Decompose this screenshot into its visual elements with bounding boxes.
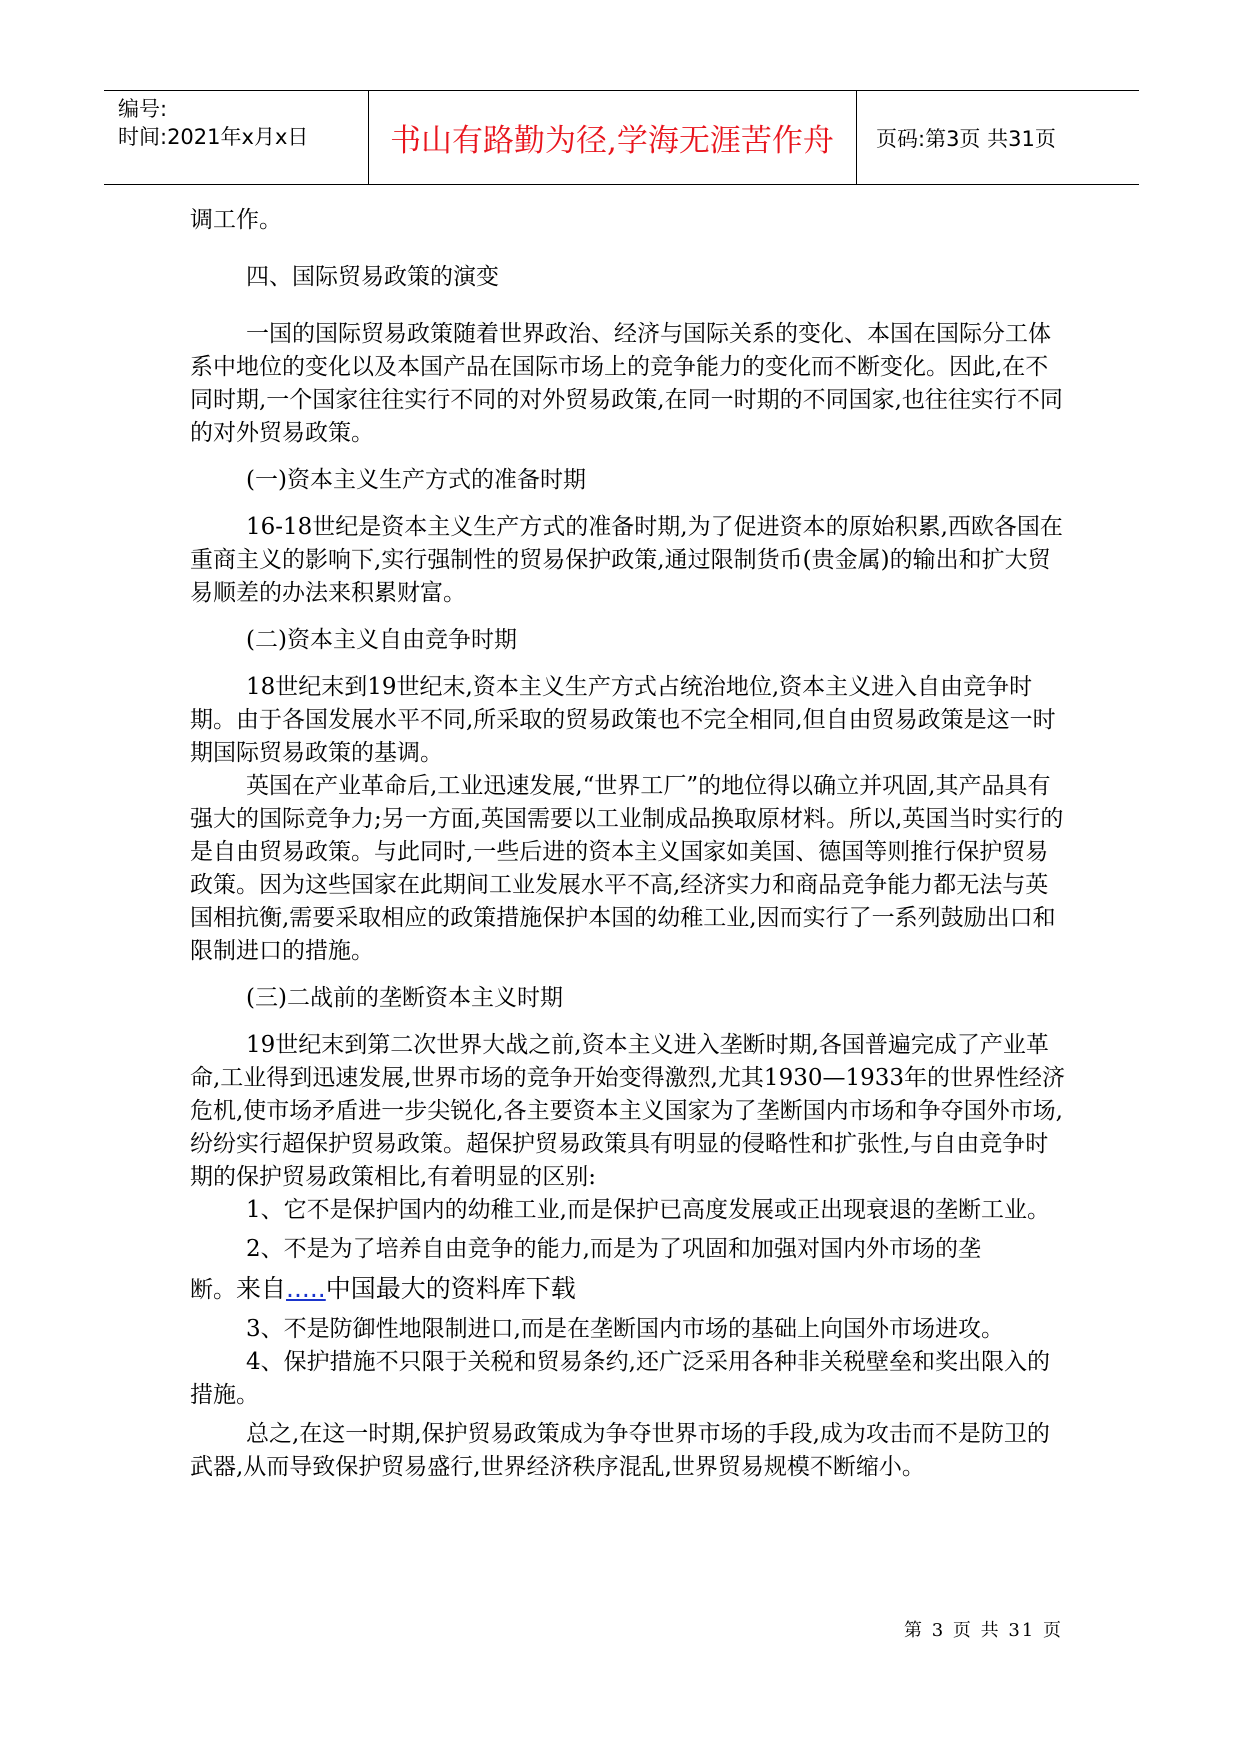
paragraph-intro: 一国的国际贸易政策随着世界政治、经济与国际关系的变化、本国在国际分工体系中地位的变化以及本国产品在国际市场上的竞争能力的变化而不断变化。因此,在不同时期,一个国家往往实行不同的对外贸易政策,在同一时期的不同国家,也往往实行不同的对外贸易政策。 — [190, 321, 1063, 446]
list-item-2-tail: 断。 — [190, 1277, 236, 1303]
paragraph-preparation-period: 16-18世纪是资本主义生产方式的准备时期,为了促进资本的原始积累,西欧各国在重商主义的影响下,实行强制性的贸易保护政策,通过限制货币(贵金属)的输出和扩大贸易顺差的办法来积累财富。 — [190, 514, 1063, 606]
doc-code-label: 编号: — [118, 97, 168, 121]
header-meta — [118, 95, 368, 151]
paragraph-summary: 总之,在这一时期,保护贸易政策成为争夺世界市场的手段,成为攻击而不是防卫的武器,从而导致保护贸易盛行,世界经济秩序混乱,世界贸易规模不断缩小。 — [190, 1421, 1050, 1480]
list-item-2: 2、不是为了培养自由竞争的能力,而是为了巩固和加强对国内外市场的垄 — [246, 1236, 981, 1262]
paragraph-britain: 英国在产业革命后,工业迅速发展,“世界工厂”的地位得以确立并巩固,其产品具有强大的国际竞争力;另一方面,英国需要以工业制成品换取原材料。所以,英国当时实行的是自由贸易政策。与此同时,一些后进的资本主义国家如美国、德国等则推行保护贸易政策。因为这些国家在此期间工业发展水平不高,经济实力和商品竞争能力都无法与英国相抗衡,需要采取相应的政策措施保护本国的幼稚工业,因而实行了一系列鼓励出口和限制进口的措施。 — [190, 773, 1064, 964]
subsection-heading-3: (三)二战前的垄断资本主义时期 — [246, 985, 563, 1011]
subsection-heading-1: (一)资本主义生产方式的准备时期 — [246, 467, 586, 493]
list-item-1: 1、它不是保护国内的幼稚工业,而是保护已高度发展或正出现衰退的垄断工业。 — [246, 1197, 1050, 1223]
list-item-2-end — [190, 1272, 1070, 1307]
source-link[interactable]: ..... — [286, 1274, 326, 1303]
list-item-4: 4、保护措施不只限于关税和贸易条约,还广泛采用各种非关税壁垒和奖出限入的措施。 — [190, 1349, 1050, 1408]
header-motto: 书山有路勤为径,学海无涯苦作舟 — [390, 123, 834, 159]
page-header — [104, 90, 1139, 185]
header-page-info: 页码:第3页 共31页 — [876, 126, 1056, 151]
document-body — [190, 204, 1070, 1484]
paragraph-monopoly-period: 19世纪末到第二次世界大战之前,资本主义进入垄断时期,各国普遍完成了产业革命,工业得到迅速发展,世界市场的竞争开始变得激烈,尤其1930—1933年的世界性经济危机,使市场矛盾进一步尖锐化,各主要资本主义国家为了垄断国内市场和争夺国外市场,纷纷实行超保护贸易政策。超保护贸易政策具有明显的侵略性和扩张性,与自由竞争时期的保护贸易政策相比,有着明显的区别: — [190, 1032, 1065, 1190]
doc-time-label: 时间:2021年x月x日 — [118, 125, 309, 149]
source-note-suffix: 中国最大的资料库下载 — [325, 1274, 576, 1303]
source-note-prefix: 来自 — [236, 1274, 287, 1303]
paragraph-free-competition: 18世纪末到19世纪末,资本主义生产方式占统治地位,资本主义进入自由竞争时期。由于各国发展水平不同,所采取的贸易政策也不完全相同,但自由贸易政策是这一时期国际贸易政策的基调。 — [190, 674, 1056, 766]
page-footer: 第 3 页 共 31 页 — [904, 1620, 1063, 1641]
source-note — [236, 1274, 576, 1303]
list-item-3: 3、不是防御性地限制进口,而是在垄断国内市场的基础上向国外市场进攻。 — [246, 1316, 1004, 1342]
subsection-heading-2: (二)资本主义自由竞争时期 — [246, 627, 517, 653]
paragraph-continued: 调工作。 — [190, 207, 282, 233]
section-heading-4: 四、国际贸易政策的演变 — [246, 264, 499, 290]
